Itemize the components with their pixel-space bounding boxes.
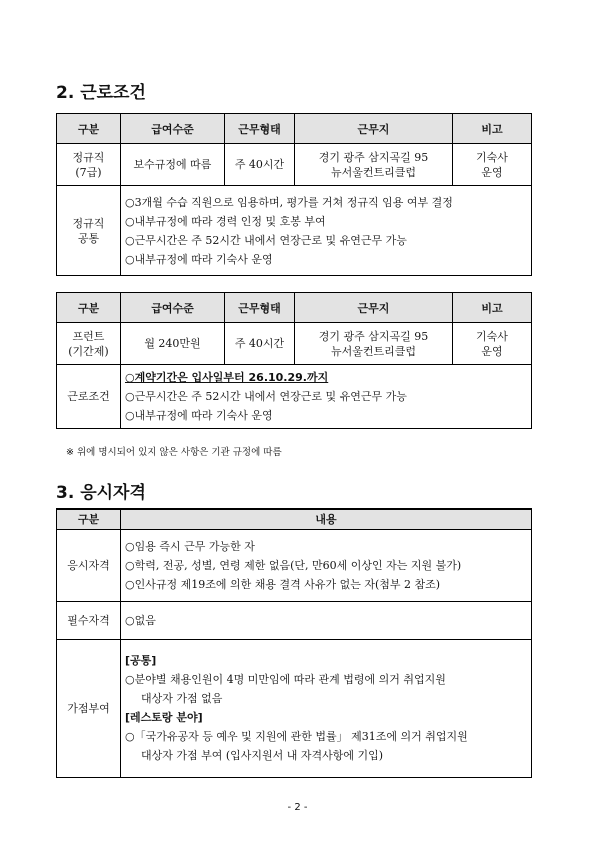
cell-category: 정규직 (7급) xyxy=(57,144,121,186)
cell-remarks: 기숙사 운영 xyxy=(453,323,532,365)
cell-bonus-label: 가점부여 xyxy=(57,639,121,777)
header-location: 근무지 xyxy=(295,114,453,144)
table-header-row xyxy=(57,114,532,144)
header-work-type: 근무형태 xyxy=(225,114,295,144)
header-salary: 급여수준 xyxy=(121,114,225,144)
cell-common-items xyxy=(121,186,532,276)
list-item: ○「국가유공자 등 예우 및 지원에 관한 법률」 제31조에 의거 취업지원 xyxy=(125,730,468,743)
cell-qualification-label: 응시자격 xyxy=(57,529,121,601)
cell-work-type: 주 40시간 xyxy=(225,323,295,365)
cell-location: 경기 광주 삼지곡길 95 뉴서울컨트리클럽 xyxy=(295,323,453,365)
header-location: 근무지 xyxy=(295,293,453,323)
cell-required-label: 필수자격 xyxy=(57,601,121,639)
list-item: ○근무시간은 주 52시간 내에서 연장근로 및 유연근무 가능 xyxy=(125,233,407,247)
cell-common-label: 정규직 공통 xyxy=(57,186,121,276)
list-item: ○분야별 채용인원이 4명 미만임에 따라 관계 법령에 의거 취업지원 xyxy=(125,673,446,686)
list-item-continuation: 대상자 가점 부여 (입사지원서 내 자격사항에 기입) xyxy=(141,749,384,762)
cell-remarks: 기숙사 운영 xyxy=(453,144,532,186)
header-content: 내용 xyxy=(121,509,532,529)
section-title-work-conditions: 2. 근로조건 xyxy=(56,83,146,103)
footnote: ※ 위에 명시되어 있지 않은 사항은 기관 규정에 따름 xyxy=(66,447,282,458)
list-item: ○인사규정 제19조에 의한 채용 결격 사유가 없는 자(첨부 2 참조) xyxy=(125,577,441,591)
list-item: ○3개월 수습 직원으로 임용하며, 평가를 거쳐 정규직 임용 여부 결정 xyxy=(125,195,453,209)
cell-conditions-items xyxy=(121,365,532,429)
header-work-type: 근무형태 xyxy=(225,293,295,323)
table-row-conditions xyxy=(57,365,532,429)
list-item: ○근무시간은 주 52시간 내에서 연장근로 및 유연근무 가능 xyxy=(125,390,407,403)
contract-period-item: ○계약기간은 입사일부터 26.10.29.까지 xyxy=(125,371,329,384)
header-category: 구분 xyxy=(57,293,121,323)
header-remarks: 비고 xyxy=(453,114,532,144)
list-item: ○임용 즉시 근무 가능한 자 xyxy=(125,539,255,553)
list-item: ○내부규정에 따라 경력 인정 및 호봉 부여 xyxy=(125,214,326,228)
qualifications-table xyxy=(56,508,532,778)
work-conditions-table-front xyxy=(56,292,532,429)
section-title-qualifications: 3. 응시자격 xyxy=(56,483,146,503)
cell-salary: 보수규정에 따름 xyxy=(121,144,225,186)
cell-bonus-items xyxy=(121,639,532,777)
table-row xyxy=(57,144,532,186)
table-header-row xyxy=(57,293,532,323)
cell-work-type: 주 40시간 xyxy=(225,144,295,186)
table-row-qualification xyxy=(57,529,532,601)
table-row xyxy=(57,323,532,365)
work-conditions-table-regular xyxy=(56,113,532,276)
header-category: 구분 xyxy=(57,114,121,144)
cell-category: 프런트 (기간제) xyxy=(57,323,121,365)
list-item: ○학력, 전공, 성별, 연령 제한 없음(단, 만60세 이상인 자는 지원 불가) xyxy=(125,558,462,572)
page-number: - 2 - xyxy=(287,802,308,813)
cell-location: 경기 광주 삼지곡길 95 뉴서울컨트리클럽 xyxy=(295,144,453,186)
cell-qualification-items xyxy=(121,529,532,601)
table-header-row xyxy=(57,509,532,529)
cell-conditions-label: 근로조건 xyxy=(57,365,121,429)
header-remarks: 비고 xyxy=(453,293,532,323)
list-item: ○없음 xyxy=(125,613,156,627)
list-item-continuation: 대상자 가점 없음 xyxy=(141,692,223,705)
cell-required-items xyxy=(121,601,532,639)
cell-salary: 월 240만원 xyxy=(121,323,225,365)
header-salary: 급여수준 xyxy=(121,293,225,323)
bonus-restaurant-heading: [레스토랑 분야] xyxy=(125,711,203,724)
header-category: 구분 xyxy=(57,509,121,529)
table-row-required xyxy=(57,601,532,639)
list-item: ○내부규정에 따라 기숙사 운영 xyxy=(125,252,273,266)
table-row-common xyxy=(57,186,532,276)
table-row-bonus xyxy=(57,639,532,777)
bonus-common-heading: [공통] xyxy=(125,654,157,667)
list-item: ○내부규정에 따라 기숙사 운영 xyxy=(125,409,273,422)
